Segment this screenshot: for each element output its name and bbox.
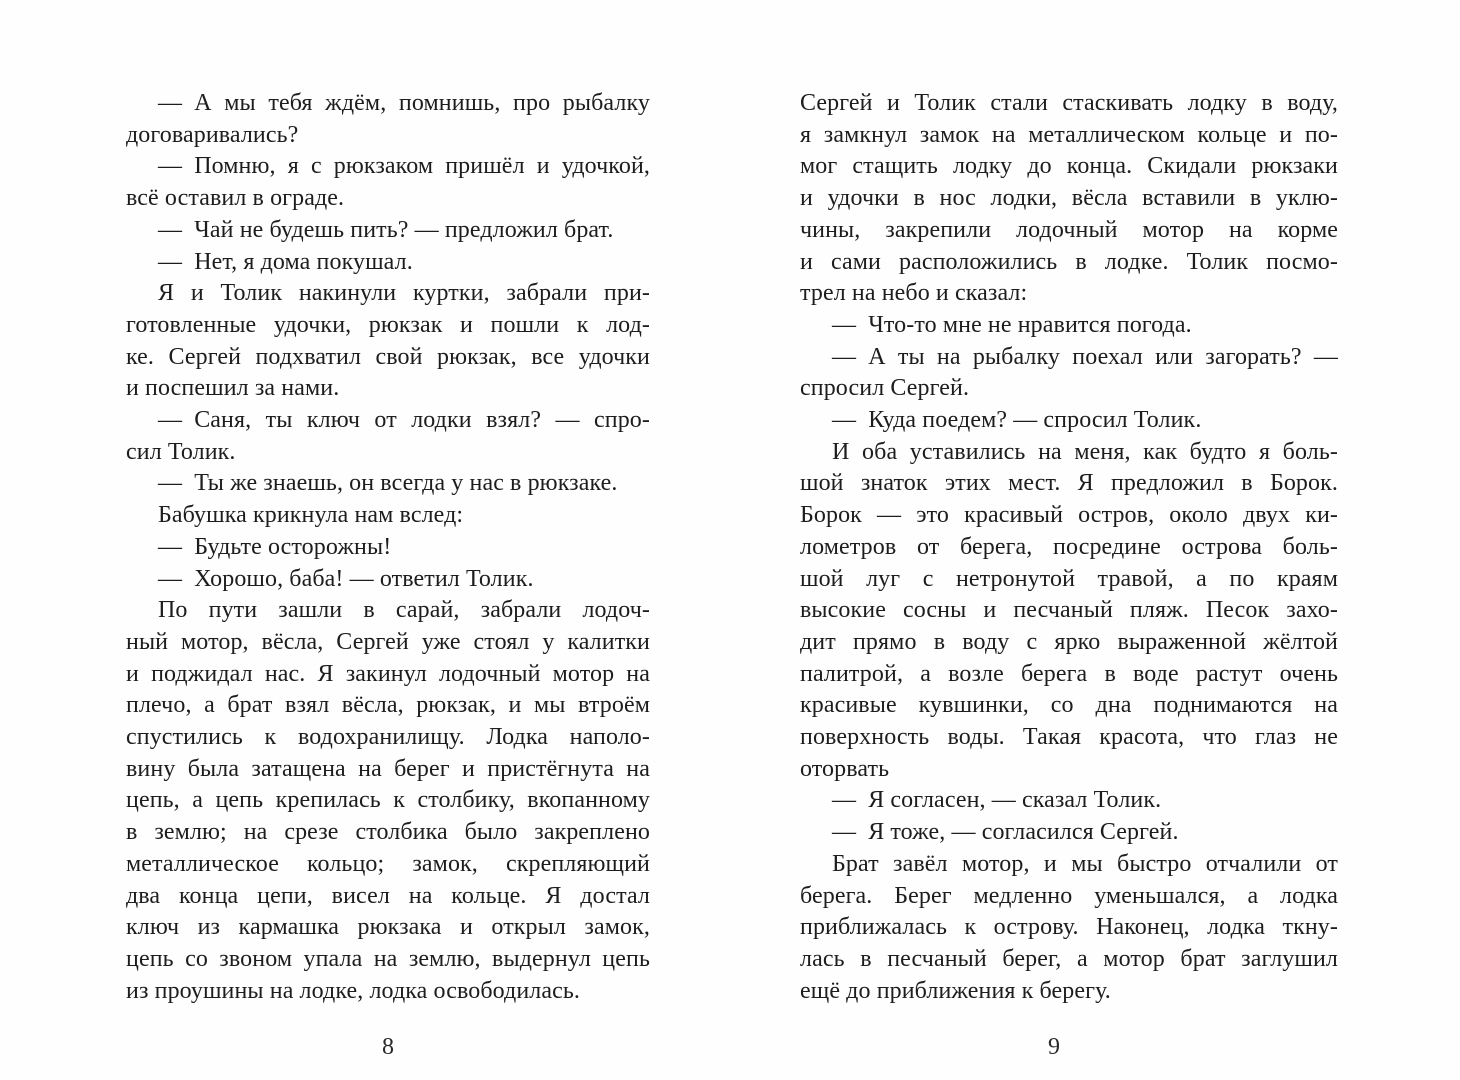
text-line: чины, закрепили лодочный мотор на корме (800, 216, 1338, 243)
text-line: — Чай не будешь пить? — предложил брат. (158, 216, 614, 243)
text-line: всё оставил в ограде. (126, 185, 345, 212)
text-line: — Куда поедем? — спросил Толик. (832, 407, 1202, 434)
paragraph (126, 151, 650, 214)
text-line: и поджидал нас. Я закинул лодочный мотор на (126, 660, 650, 687)
text-line: из проушины на лодке, лодка освободилась. (126, 977, 581, 1004)
paragraph (126, 215, 650, 247)
text-line: и удочки в нос лодки, вёсла вставили в уклю- (800, 185, 1338, 212)
text-line: спустились к водохранилищу. Лодка наполо- (126, 724, 650, 751)
text-line: поверхность воды. Такая красота, что глаз не (800, 724, 1338, 751)
text-line: спросил Сергей. (800, 375, 970, 402)
text-line: ключ из кармашка рюкзака и открыл замок, (126, 914, 650, 941)
text-line: — Что-то мне не нравится погода. (832, 311, 1192, 338)
text-line: — Помню, я с рюкзаком пришёл и удочкой, (158, 153, 650, 180)
text-line: ный мотор, вёсла, Сергей уже стоял у калитки (126, 628, 650, 655)
text-line: ке. Сергей подхватил свой рюкзак, все удочки (126, 343, 650, 370)
paragraph (126, 532, 650, 564)
right-page-number: 9 (1048, 1034, 1060, 1060)
text-line: берега. Берег медленно уменьшался, а лодка (800, 882, 1338, 909)
text-line: высокие сосны и песчаный пляж. Песок захо- (800, 597, 1338, 624)
text-line: — Ты же знаешь, он всегда у нас в рюкзаке. (158, 470, 618, 497)
text-line: металлическое кольцо; замок, скрепляющий (126, 850, 650, 877)
paragraph (800, 310, 1338, 342)
text-line: сил Толик. (126, 438, 236, 465)
text-line: — Я согласен, — сказал Толик. (832, 787, 1162, 814)
text-line: шой луг с нетронутой травой, а по краям (800, 565, 1338, 592)
text-line: Я и Толик накинули куртки, забрали при- (158, 280, 650, 307)
text-line: и поспешил за нами. (126, 375, 340, 402)
paragraph (800, 437, 1338, 786)
text-line: палитрой, а возле берега в воде растут очень (800, 660, 1338, 687)
text-line: приближалась к острову. Наконец, лодка ткну- (800, 914, 1338, 941)
text-line: шой знаток этих мест. Я предложил в Борок. (800, 470, 1338, 497)
paragraph (800, 785, 1338, 817)
paragraph (126, 468, 650, 500)
text-line: готовленные удочки, рюкзак и пошли к лод- (126, 311, 650, 338)
paragraph (126, 247, 650, 279)
text-line: По пути зашли в сарай, забрали лодоч- (158, 597, 650, 624)
text-line: — А ты на рыбалку поехал или загорать? — (832, 343, 1338, 370)
paragraph (800, 405, 1338, 437)
left-page-text (126, 88, 650, 1007)
text-line: лась в песчаный берег, а мотор брат заглушил (800, 945, 1338, 972)
paragraph (800, 849, 1338, 1008)
left-page-number: 8 (382, 1034, 394, 1060)
text-line: — А мы тебя ждём, помнишь, про рыбалку (158, 90, 650, 116)
text-line: цепь со звоном упала на землю, выдернул цепь (126, 945, 650, 972)
text-line: Борок — это красивый остров, около двух ки- (800, 502, 1338, 529)
text-line: — Я тоже, — согласился Сергей. (832, 819, 1179, 846)
text-line: красивые кувшинки, со дна поднимаются на (800, 692, 1338, 719)
text-line: я замкнул замок на металлическом кольце и по- (800, 121, 1338, 148)
right-page-text (800, 88, 1338, 1007)
paragraph (800, 817, 1338, 849)
text-line: плечо, а брат взял вёсла, рюкзак, и мы втроём (126, 692, 650, 719)
text-line: — Нет, я дома покушал. (158, 248, 413, 275)
text-line: И оба уставились на меня, как будто я боль- (832, 438, 1338, 465)
paragraph (800, 88, 1338, 310)
text-line: Брат завёл мотор, и мы быстро отчалили от (832, 850, 1338, 877)
paragraph (126, 595, 650, 1007)
text-line: вину была затащена на берег и пристёгнута на (126, 755, 650, 782)
text-line: — Будьте осторожны! (158, 533, 392, 560)
text-line: Бабушка крикнула нам вслед: (158, 502, 464, 529)
text-line: в землю; на срезе столбика было закреплено (126, 819, 650, 846)
text-line: и сами расположились в лодке. Толик посмо- (800, 248, 1338, 275)
paragraph (126, 500, 650, 532)
text-line: цепь, а цепь крепилась к столбику, вкопанному (126, 787, 650, 814)
text-line: мог стащить лодку до конца. Скидали рюкзаки (800, 153, 1338, 180)
text-line: договаривались? (126, 121, 299, 148)
paragraph (800, 342, 1338, 405)
text-line: два конца цепи, висел на кольце. Я достал (126, 882, 650, 909)
paragraph (126, 564, 650, 596)
paragraph (126, 405, 650, 468)
text-line: лометров от берега, посредине острова боль- (800, 533, 1338, 560)
text-line: ещё до приближения к берегу. (800, 977, 1111, 1004)
paragraph (126, 278, 650, 405)
paragraph (126, 88, 650, 151)
text-line: дит прямо в воду с ярко выраженной жёлтой (800, 628, 1338, 655)
text-line: оторвать (800, 755, 890, 782)
text-line: — Саня, ты ключ от лодки взял? — спро- (158, 407, 650, 434)
text-line: трел на небо и сказал: (800, 280, 1028, 307)
text-line: Сергей и Толик стали стаскивать лодку в воду, (800, 90, 1338, 116)
text-line: — Хорошо, баба! — ответил Толик. (158, 565, 534, 592)
